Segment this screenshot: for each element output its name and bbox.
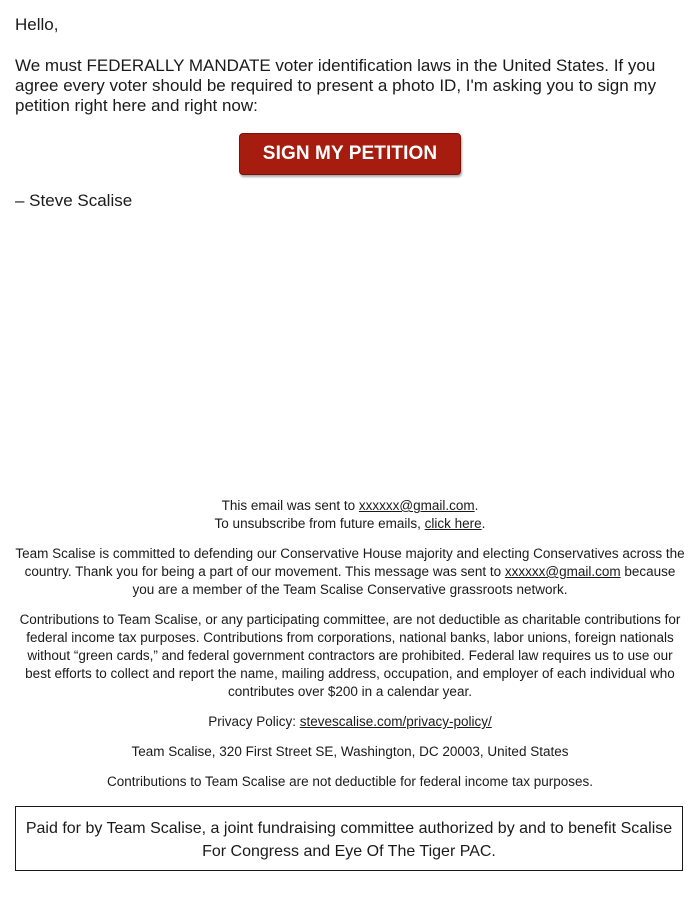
sent-to-suffix: . <box>474 498 479 513</box>
privacy-line <box>15 713 685 731</box>
email-body <box>15 14 685 212</box>
mailing-address: Team Scalise, 320 First Street SE, Washington, DC 20003, United States <box>131 744 569 759</box>
not-deductible-notice: Contributions to Team Scalise are not deductible for federal income tax purposes. <box>106 774 594 789</box>
sent-to-email-link[interactable]: xxxxxx@gmail.com <box>358 498 475 513</box>
unsubscribe-prefix: To unsubscribe from future emails, <box>214 516 425 531</box>
commitment-text: Team Scalise is committed to defending our Conservative House majority and electing Conservatives across the country. Thank you for being a part of our movement. This message was sent to <box>15 546 685 579</box>
sign-petition-button[interactable]: SIGN MY PETITION <box>239 133 461 175</box>
cta-container <box>15 133 685 177</box>
sent-to-line <box>15 497 685 515</box>
sent-to-prefix: This email was sent to <box>221 498 359 513</box>
unsubscribe-link[interactable]: click here <box>424 516 482 531</box>
unsubscribe-suffix: . <box>481 516 486 531</box>
unsubscribe-line <box>15 515 685 533</box>
greeting: Hello, <box>15 15 59 34</box>
contributions-disclaimer: Contributions to Team Scalise, or any participating committee, are not deductible as charitable contributions for federal income tax purposes. Contributions from corporations, national banks, labor unions, foreign nationals without “green cards,” and federal government contractors are prohibited. Federal law requires us to use our best efforts to collect and report the name, mailing address, occupation, and employer of each individual who contributes over $200 in a calendar year. <box>19 612 681 699</box>
commitment-suffix: because you are a member of the Team Scalise Conservative grassroots network. <box>132 564 676 597</box>
commitment-paragraph <box>15 545 685 599</box>
email-footer <box>15 497 685 791</box>
privacy-policy-link[interactable]: stevescalise.com/privacy-policy/ <box>299 714 492 729</box>
signature: – Steve Scalise <box>15 191 133 210</box>
privacy-prefix: Privacy Policy: <box>208 714 300 729</box>
commitment-email-link[interactable]: xxxxxx@gmail.com <box>504 564 621 579</box>
paid-for-text: Paid for by Team Scalise, a joint fundraising committee authorized by and to benefit Scalise For Congress and Eye Of The Tiger PAC. <box>25 820 673 860</box>
paid-for-disclaimer-box <box>15 806 683 871</box>
message-paragraph: We must FEDERALLY MANDATE voter identification laws in the United States. If you agree every voter should be required to present a photo ID, I'm asking you to sign my petition right here and right now: <box>15 56 657 115</box>
